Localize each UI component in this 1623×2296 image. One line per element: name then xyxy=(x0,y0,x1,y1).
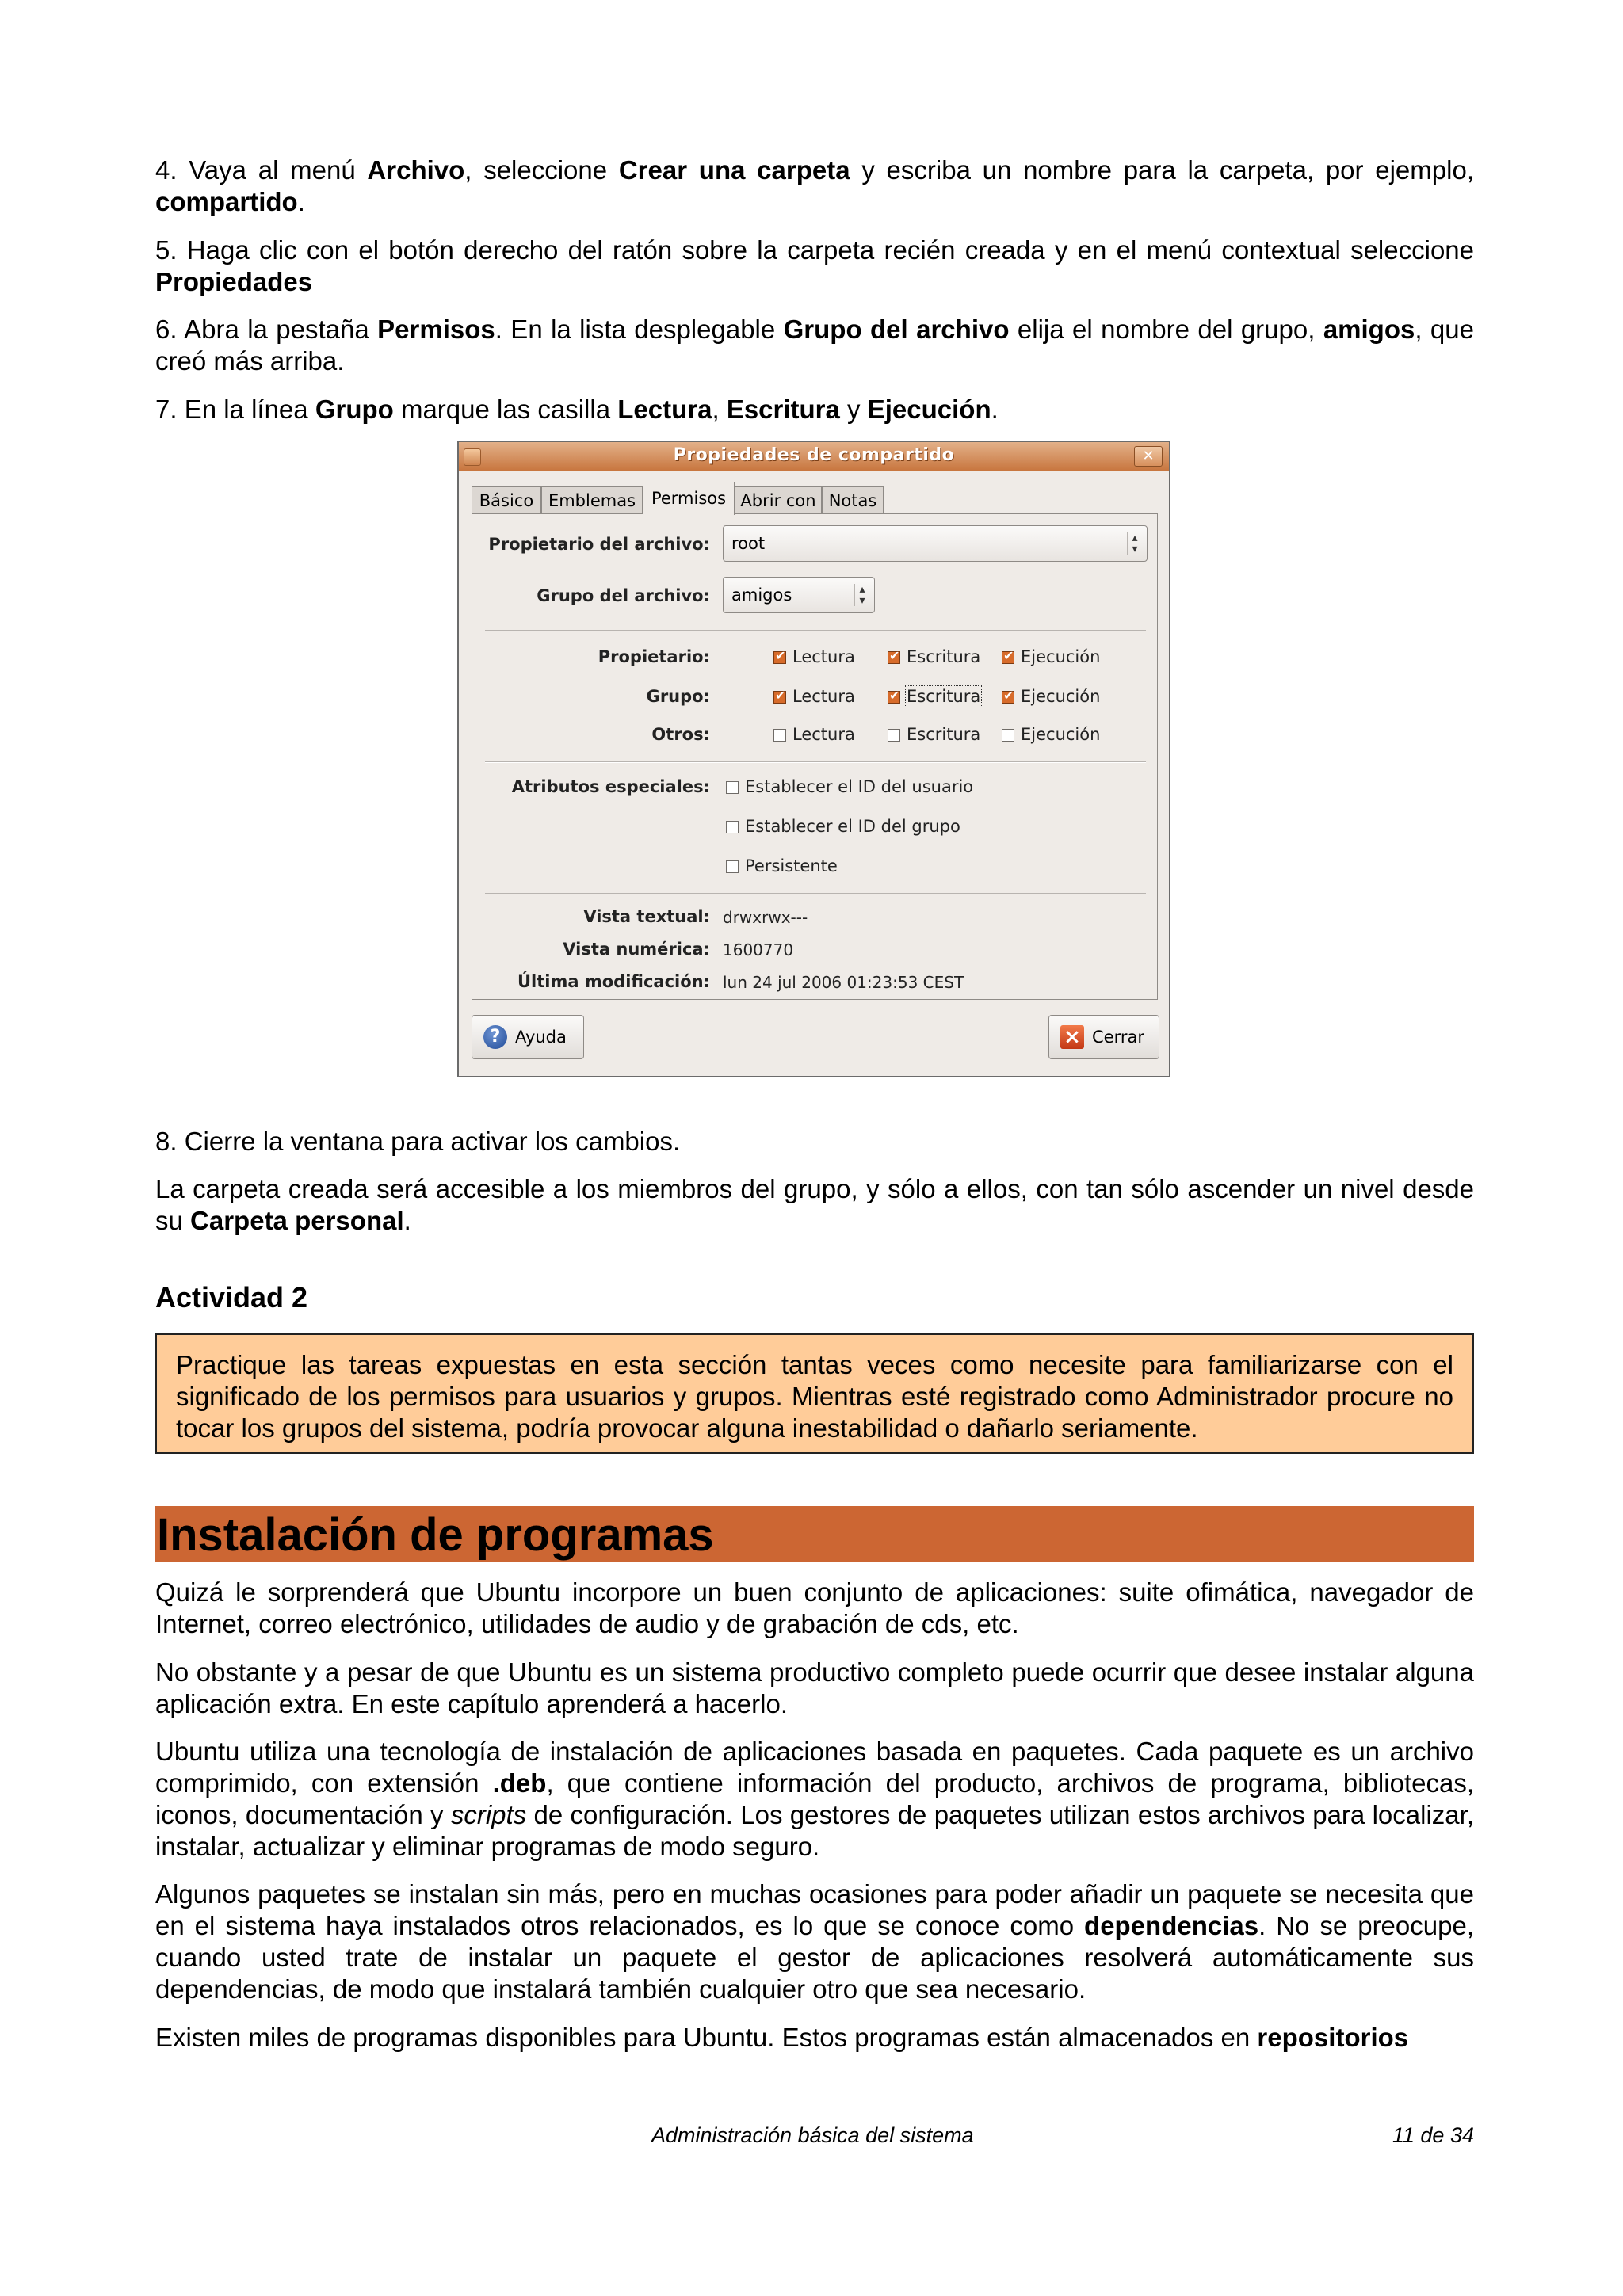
help-button[interactable]: ? Ayuda xyxy=(472,1015,584,1059)
last-modified-label: Última modificación: xyxy=(517,972,710,991)
activity-text: Practique las tareas expuestas en esta sección tantas veces como necesite para familiarizarse con el significado de los permisos para usuarios y grupos. Mientras esté registrado como Administrador procure no tocar los grupos del sistema, podría provocar alguna inestabilidad o dañarlo seriamente. xyxy=(176,1350,1453,1443)
perm-row-others-label: Otros: xyxy=(651,725,710,744)
tab-emblemas[interactable]: Emblemas xyxy=(541,486,643,513)
group-value: amigos xyxy=(731,585,792,605)
checkbox-unchecked-icon xyxy=(773,729,786,742)
text-view-value: drwxrwx--- xyxy=(723,908,808,927)
step-8: 8. Cierre la ventana para activar los cambios. xyxy=(155,1127,681,1156)
checkbox-unchecked-icon xyxy=(726,781,739,794)
step-6: 6. Abra la pestaña Permisos. En la lista desplegable Grupo del archivo elija el nombre del grupo, amigos, que creó más arriba. xyxy=(155,315,1474,376)
separator xyxy=(485,630,1146,631)
checkbox-unchecked-icon xyxy=(888,729,900,742)
group-read-checkbox[interactable]: ✔ Lectura xyxy=(773,687,855,706)
step-4: 4. Vaya al menú Archivo, seleccione Crear una carpeta y escriba un nombre para la carpeta, por ejemplo, compartido. xyxy=(155,155,1474,216)
owner-exec-checkbox[interactable]: ✔ Ejecución xyxy=(1002,647,1100,666)
last-modified-value: lun 24 jul 2006 01:23:53 CEST xyxy=(723,973,964,992)
separator xyxy=(485,893,1146,894)
tab-notas[interactable]: Notas xyxy=(822,486,884,513)
window-close-icon[interactable]: ✕ xyxy=(1134,446,1163,467)
checkbox-checked-icon xyxy=(773,651,786,664)
owner-label: Propietario del archivo: xyxy=(488,535,710,554)
properties-dialog xyxy=(457,441,1170,1077)
setgid-checkbox[interactable]: Establecer el ID del grupo xyxy=(726,817,960,836)
owner-write-checkbox[interactable]: ✔ Escritura xyxy=(888,647,980,666)
spin-arrows-icon: ▴ ▾ xyxy=(1127,532,1142,555)
footer-page-number: 11 de 34 xyxy=(1392,2123,1474,2147)
checkbox-checked-icon xyxy=(888,691,900,704)
section-banner xyxy=(155,1506,1474,1562)
section-title: Instalación de programas xyxy=(157,1509,714,1561)
section-paragraph-5: Existen miles de programas disponibles para Ubuntu. Estos programas están almacenados en repositorios xyxy=(155,2023,1409,2052)
checkbox-unchecked-icon xyxy=(726,860,739,873)
checkbox-checked-icon xyxy=(1002,651,1014,664)
closing-paragraph: La carpeta creada será accesible a los miembros del grupo, y sólo a ellos, con tan sólo ascender un nivel desde su Carpeta personal. xyxy=(155,1174,1474,1235)
activity-box xyxy=(155,1333,1474,1454)
dialog-title: Propiedades de compartido xyxy=(673,445,955,465)
dialog-titlebar xyxy=(459,442,1169,471)
tab-abrir-con[interactable]: Abrir con xyxy=(735,486,822,513)
section-paragraph-3: Ubuntu utiliza una tecnología de instalación de aplicaciones basada en paquetes. Cada paquete es un archivo comprimido, con extensión .deb, que contiene información del producto, archivos de programa, bibliotecas, iconos, documentación y scripts de configuración. Los gestores de paquetes utilizan estos archivos para localizar, instalar, actualizar y eliminar programas de modo seguro. xyxy=(155,1737,1474,1861)
activity-heading: Actividad 2 xyxy=(155,1281,308,1314)
owner-value: root xyxy=(731,534,766,553)
footer-title: Administración básica del sistema xyxy=(651,2123,974,2147)
tab-permisos[interactable]: Permisos xyxy=(643,482,735,515)
setuid-checkbox[interactable]: Establecer el ID del usuario xyxy=(726,777,973,796)
group-write-checkbox[interactable]: ✔ Escritura xyxy=(888,687,980,706)
help-icon: ? xyxy=(483,1025,507,1049)
group-label: Grupo del archivo: xyxy=(537,586,710,605)
group-exec-checkbox[interactable]: ✔ Ejecución xyxy=(1002,687,1100,706)
numeric-view-value: 1600770 xyxy=(723,940,794,959)
special-attributes-label: Atributos especiales: xyxy=(511,777,710,796)
others-read-checkbox[interactable]: Lectura xyxy=(773,725,855,744)
section-paragraph-1: Quizá le sorprenderá que Ubuntu incorpore un buen conjunto de aplicaciones: suite ofimática, navegador de Internet, correo electrónico, utilidades de audio y de grabación de cds, etc. xyxy=(155,1577,1474,1638)
section-paragraph-4: Algunos paquetes se instalan sin más, pero en muchas ocasiones para poder añadir un paquete se necesita que en el sistema haya instalados otros relacionados, es lo que se conoce como dependencias. No se preocupe, cuando usted trate de instalar un paquete el gestor de aplicaciones resolverá automáticamente sus dependencias, de modo que instalará también cualquier otro que sea necesario. xyxy=(155,1879,1474,2004)
checkbox-unchecked-icon xyxy=(1002,729,1014,742)
close-icon: × xyxy=(1060,1025,1084,1049)
step-5: 5. Haga clic con el botón derecho del ratón sobre la carpeta recién creada y en el menú contextual seleccione Propiedades xyxy=(155,235,1474,296)
text-view-label: Vista textual: xyxy=(583,907,710,926)
owner-combo[interactable] xyxy=(723,525,1148,562)
checkbox-unchecked-icon xyxy=(726,821,739,833)
tab-basico[interactable]: Básico xyxy=(472,486,541,513)
close-button[interactable]: × Cerrar xyxy=(1048,1015,1159,1059)
owner-read-checkbox[interactable]: ✔ Lectura xyxy=(773,647,855,666)
group-combo[interactable] xyxy=(723,577,875,613)
permissions-panel xyxy=(472,513,1158,1000)
numeric-view-label: Vista numérica: xyxy=(563,940,710,959)
step-7: 7. En la línea Grupo marque las casilla Lectura, Escritura y Ejecución. xyxy=(155,395,999,424)
perm-row-group-label: Grupo: xyxy=(646,687,710,706)
others-write-checkbox[interactable]: Escritura xyxy=(888,725,980,744)
section-paragraph-2: No obstante y a pesar de que Ubuntu es un sistema productivo completo puede ocurrir que desee instalar alguna aplicación extra. En este capítulo aprenderá a hacerlo. xyxy=(155,1657,1474,1718)
checkbox-checked-icon xyxy=(773,691,786,704)
others-exec-checkbox[interactable]: Ejecución xyxy=(1002,725,1100,744)
spin-arrows-icon: ▴ ▾ xyxy=(854,584,869,606)
perm-row-owner-label: Propietario: xyxy=(598,647,710,666)
sticky-checkbox[interactable]: Persistente xyxy=(726,856,838,875)
separator xyxy=(485,761,1146,763)
checkbox-checked-icon xyxy=(888,651,900,664)
checkbox-checked-icon xyxy=(1002,691,1014,704)
